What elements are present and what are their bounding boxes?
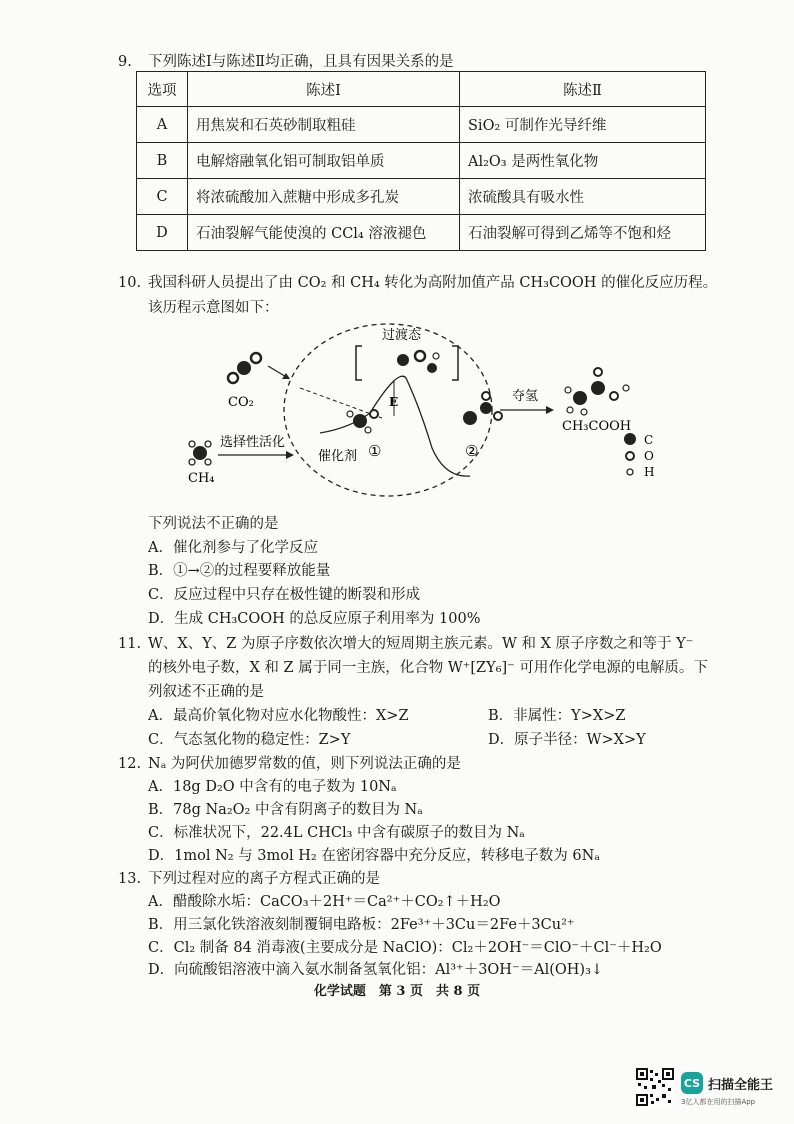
legend-c-marker bbox=[624, 433, 636, 445]
acetic-acid-molecule bbox=[565, 368, 629, 415]
q13-text: 下列过程对应的离子方程式正确的是 bbox=[148, 871, 380, 887]
legend-c-label: C bbox=[644, 433, 654, 447]
transition-label: 过渡态 bbox=[382, 328, 422, 343]
activation-label: 选择性活化 bbox=[220, 435, 286, 450]
legend-h-marker bbox=[627, 469, 633, 475]
ea-label: E bbox=[389, 395, 399, 409]
q10-option-a: A．催化剂参与了化学反应 bbox=[148, 540, 318, 556]
row-statement-1: 电解熔融氧化铝可制取铝单质 bbox=[188, 143, 460, 179]
step2-label: ② bbox=[465, 442, 479, 460]
q11-text-1: W、X、Y、Z 为原子序数依次增大的短周期主族元素。W 和 X 原子序数之和等于 Y⁻ bbox=[148, 636, 694, 652]
ch4-molecule bbox=[189, 441, 211, 465]
qr-code-icon bbox=[636, 1068, 674, 1106]
co2-label: CO₂ bbox=[228, 395, 254, 410]
q10-option-b: B．①→②的过程要释放能量 bbox=[148, 563, 331, 579]
table-row bbox=[137, 143, 706, 179]
row-option: C bbox=[137, 179, 188, 215]
dehydro-label: 夺氢 bbox=[512, 389, 539, 404]
row-statement-2: 石油裂解可得到乙烯等不饱和烃 bbox=[460, 215, 706, 251]
row-statement-2: 浓硫酸具有吸水性 bbox=[460, 179, 706, 215]
q11-option-d: D．原子半径：W>X>Y bbox=[488, 732, 646, 748]
q13-option-d: D．向硫酸铝溶液中滴入氨水制备氢氧化铝：Al³⁺＋3OH⁻＝Al(OH)₃↓ bbox=[148, 962, 604, 978]
q12-option-c: C．标准状况下，22.4L CHCl₃ 中含有碳原子的数目为 Nₐ bbox=[148, 825, 525, 841]
product-label: CH₃COOH bbox=[562, 419, 632, 434]
row-statement-2: SiO₂ 可制作光导纤维 bbox=[460, 107, 706, 143]
q11-option-c: C．气态氢化物的稳定性：Z>Y bbox=[148, 732, 351, 748]
q10-text-1: 我国科研人员提出了由 CO₂ 和 CH₄ 转化为高附加值产品 CH₃COOH 的催化反应历程。 bbox=[148, 275, 718, 291]
brand-name: 扫描全能王 bbox=[708, 1077, 774, 1093]
legend-o-marker bbox=[626, 452, 634, 460]
table-row bbox=[137, 107, 706, 143]
reaction-diagram bbox=[170, 318, 670, 508]
q9-stem bbox=[118, 50, 454, 71]
header-option: 选项 bbox=[137, 72, 188, 107]
row-statement-1: 将浓硫酸加入蔗糖中形成多孔炭 bbox=[188, 179, 460, 215]
catalyst-label: 催化剂 bbox=[318, 449, 358, 464]
q12-option-b: B．78g Na₂O₂ 中含有阴离子的数目为 Nₐ bbox=[148, 802, 423, 818]
brand-slogan: 3亿人都在用的扫描App bbox=[681, 1098, 756, 1106]
table-row bbox=[137, 215, 706, 251]
header-statement-2: 陈述Ⅱ bbox=[460, 72, 706, 107]
row-statement-2: Al₂O₃ 是两性氧化物 bbox=[460, 143, 706, 179]
q11-option-b: B．非属性：Y>X>Z bbox=[488, 708, 626, 724]
q9-number: 9. bbox=[118, 54, 132, 70]
legend-o-label: O bbox=[644, 449, 654, 463]
q12-number: 12. bbox=[118, 756, 142, 772]
q10-option-c: C．反应过程中只存在极性键的断裂和形成 bbox=[148, 587, 421, 603]
row-statement-1: 用焦炭和石英砂制取粗硅 bbox=[188, 107, 460, 143]
q9-table bbox=[136, 71, 706, 251]
q11-number: 11. bbox=[118, 636, 142, 652]
q11-text-3: 列叙述不正确的是 bbox=[148, 684, 264, 700]
q13-option-b: B．用三氯化铁溶液刻制覆铜电路板：2Fe³⁺＋3Cu＝2Fe＋3Cu²⁺ bbox=[148, 917, 575, 933]
q9-text: 下列陈述Ⅰ与陈述Ⅱ均正确，且具有因果关系的是 bbox=[148, 54, 454, 70]
q11-stem bbox=[118, 632, 693, 653]
legend-h-label: H bbox=[644, 465, 655, 479]
table-row bbox=[137, 179, 706, 215]
row-option: B bbox=[137, 143, 188, 179]
q10-number: 10. bbox=[118, 275, 142, 291]
q10-option-d: D．生成 CH₃COOH 的总反应原子利用率为 100% bbox=[148, 611, 481, 627]
step1-label: ① bbox=[368, 442, 382, 460]
q11-option-a: A．最高价氧化物对应水化物酸性：X>Z bbox=[148, 708, 409, 724]
q10-ask: 下列说法不正确的是 bbox=[148, 516, 279, 532]
camscanner-logo-icon: CS bbox=[681, 1072, 703, 1094]
q13-stem bbox=[118, 867, 380, 888]
q13-option-a: A．醋酸除水垢：CaCO₃＋2H⁺＝Ca²⁺＋CO₂↑＋H₂O bbox=[148, 894, 501, 910]
page-footer: 化学试题 第 3 页 共 8 页 bbox=[313, 984, 481, 999]
row-option: A bbox=[137, 107, 188, 143]
row-statement-1: 石油裂解气能使溴的 CCl₄ 溶液褪色 bbox=[188, 215, 460, 251]
q10-text-2: 该历程示意图如下： bbox=[148, 300, 279, 316]
q12-option-a: A．18g D₂O 中含有的电子数为 10Nₐ bbox=[148, 779, 397, 795]
q10-stem bbox=[118, 271, 717, 292]
ch4-label: CH₄ bbox=[188, 471, 215, 486]
header-statement-1: 陈述Ⅰ bbox=[188, 72, 460, 107]
q13-option-c: C．Cl₂ 制备 84 消毒液(主要成分是 NaClO)：Cl₂＋2OH⁻＝ClO⁻＋Cl⁻＋H₂O bbox=[148, 940, 662, 956]
row-option: D bbox=[137, 215, 188, 251]
table-header-row bbox=[137, 72, 706, 107]
q12-option-d: D．1mol N₂ 与 3mol H₂ 在密闭容器中充分反应，转移电子数为 6Nₐ bbox=[148, 848, 600, 864]
q11-text-2: 的核外电子数，X 和 Z 属于同一主族，化合物 W⁺[ZY₆]⁻ 可用作化学电源的电解质。下 bbox=[148, 660, 708, 676]
q12-stem bbox=[118, 752, 461, 773]
scanner-brand bbox=[681, 1072, 773, 1107]
co2-molecule bbox=[228, 353, 261, 383]
q13-number: 13. bbox=[118, 871, 142, 887]
catalyst-region bbox=[284, 324, 492, 496]
q12-text: Nₐ 为阿伏加德罗常数的值，则下列说法正确的是 bbox=[148, 756, 461, 772]
